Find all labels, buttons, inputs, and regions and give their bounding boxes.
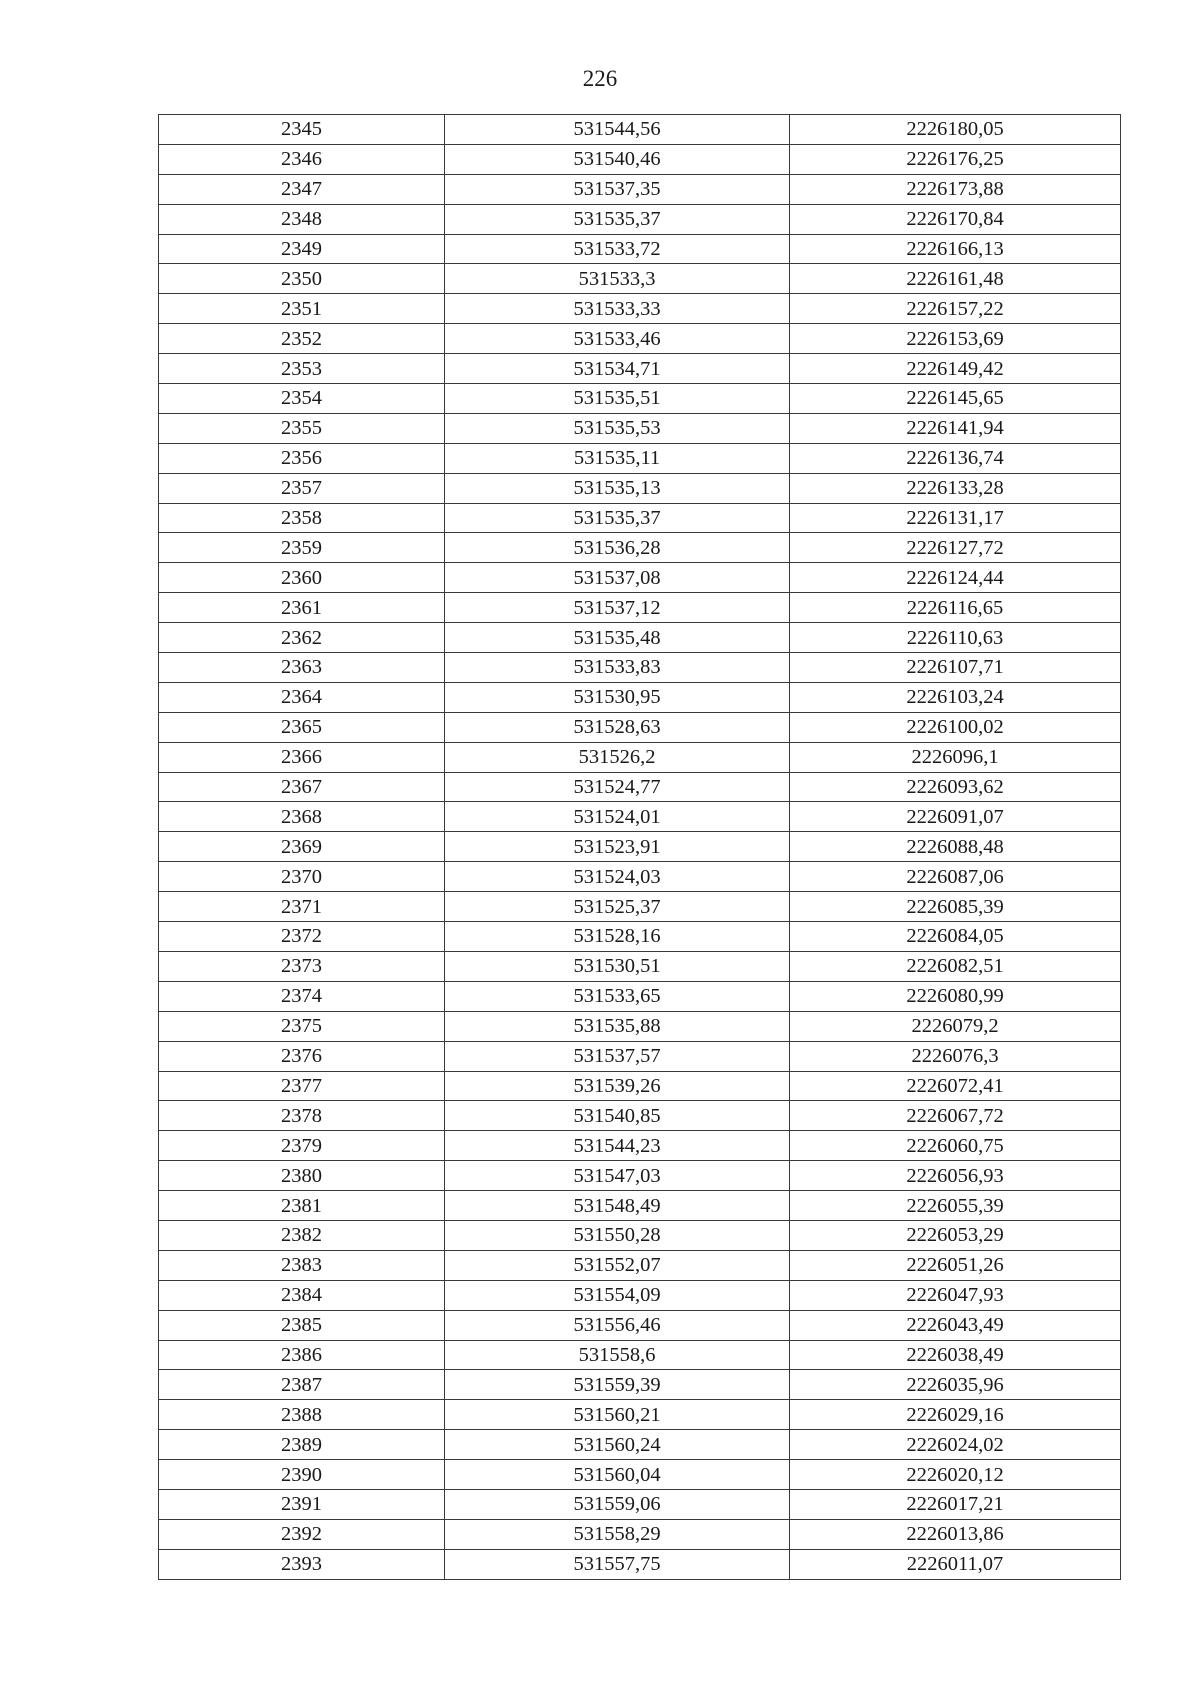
y-coordinate-cell: 2226141,94	[790, 413, 1121, 443]
point-number-cell: 2375	[159, 1011, 445, 1041]
table-row	[159, 862, 1121, 892]
point-number-cell: 2359	[159, 533, 445, 563]
y-coordinate-cell: 2226055,39	[790, 1191, 1121, 1221]
point-number-cell: 2389	[159, 1430, 445, 1460]
table-row	[159, 1400, 1121, 1430]
x-coordinate-cell: 531560,21	[445, 1400, 790, 1430]
y-coordinate-cell: 2226020,12	[790, 1460, 1121, 1490]
y-coordinate-cell: 2226038,49	[790, 1340, 1121, 1370]
x-coordinate-cell: 531552,07	[445, 1250, 790, 1280]
x-coordinate-cell: 531525,37	[445, 892, 790, 922]
y-coordinate-cell: 2226056,93	[790, 1161, 1121, 1191]
y-coordinate-cell: 2226080,99	[790, 981, 1121, 1011]
point-number-cell: 2353	[159, 354, 445, 384]
y-coordinate-cell: 2226173,88	[790, 174, 1121, 204]
x-coordinate-cell: 531535,51	[445, 384, 790, 414]
point-number-cell: 2378	[159, 1101, 445, 1131]
x-coordinate-cell: 531535,11	[445, 443, 790, 473]
x-coordinate-cell: 531558,29	[445, 1519, 790, 1549]
point-number-cell: 2350	[159, 264, 445, 294]
table-row	[159, 413, 1121, 443]
point-number-cell: 2379	[159, 1131, 445, 1161]
table-row	[159, 653, 1121, 683]
x-coordinate-cell: 531524,03	[445, 862, 790, 892]
table-row	[159, 1549, 1121, 1579]
point-number-cell: 2363	[159, 653, 445, 683]
point-number-cell: 2358	[159, 503, 445, 533]
x-coordinate-cell: 531533,33	[445, 294, 790, 324]
y-coordinate-cell: 2226043,49	[790, 1310, 1121, 1340]
table-row	[159, 593, 1121, 623]
point-number-cell: 2392	[159, 1519, 445, 1549]
y-coordinate-cell: 2226145,65	[790, 384, 1121, 414]
y-coordinate-cell: 2226082,51	[790, 951, 1121, 981]
table-row	[159, 922, 1121, 952]
x-coordinate-cell: 531535,37	[445, 503, 790, 533]
table-row	[159, 234, 1121, 264]
x-coordinate-cell: 531528,63	[445, 712, 790, 742]
point-number-cell: 2391	[159, 1489, 445, 1519]
y-coordinate-cell: 2226024,02	[790, 1430, 1121, 1460]
y-coordinate-cell: 2226053,29	[790, 1220, 1121, 1250]
x-coordinate-cell: 531548,49	[445, 1191, 790, 1221]
y-coordinate-cell: 2226176,25	[790, 144, 1121, 174]
point-number-cell: 2388	[159, 1400, 445, 1430]
x-coordinate-cell: 531537,12	[445, 593, 790, 623]
x-coordinate-cell: 531537,57	[445, 1041, 790, 1071]
y-coordinate-cell: 2226079,2	[790, 1011, 1121, 1041]
y-coordinate-cell: 2226170,84	[790, 204, 1121, 234]
y-coordinate-cell: 2226084,05	[790, 922, 1121, 952]
y-coordinate-cell: 2226103,24	[790, 682, 1121, 712]
y-coordinate-cell: 2226107,71	[790, 653, 1121, 683]
y-coordinate-cell: 2226076,3	[790, 1041, 1121, 1071]
x-coordinate-cell: 531526,2	[445, 742, 790, 772]
point-number-cell: 2349	[159, 234, 445, 264]
y-coordinate-cell: 2226136,74	[790, 443, 1121, 473]
x-coordinate-cell: 531528,16	[445, 922, 790, 952]
x-coordinate-cell: 531540,46	[445, 144, 790, 174]
table-row	[159, 1250, 1121, 1280]
point-number-cell: 2368	[159, 802, 445, 832]
point-number-cell: 2387	[159, 1370, 445, 1400]
y-coordinate-cell: 2226149,42	[790, 354, 1121, 384]
point-number-cell: 2382	[159, 1220, 445, 1250]
x-coordinate-cell: 531550,28	[445, 1220, 790, 1250]
y-coordinate-cell: 2226166,13	[790, 234, 1121, 264]
point-number-cell: 2373	[159, 951, 445, 981]
table-row	[159, 1340, 1121, 1370]
point-number-cell: 2370	[159, 862, 445, 892]
x-coordinate-cell: 531535,88	[445, 1011, 790, 1041]
table-row	[159, 174, 1121, 204]
y-coordinate-cell: 2226133,28	[790, 473, 1121, 503]
table-row	[159, 802, 1121, 832]
point-number-cell: 2380	[159, 1161, 445, 1191]
x-coordinate-cell: 531533,83	[445, 653, 790, 683]
table-row	[159, 1191, 1121, 1221]
y-coordinate-cell: 2226072,41	[790, 1071, 1121, 1101]
x-coordinate-cell: 531540,85	[445, 1101, 790, 1131]
table-row	[159, 144, 1121, 174]
x-coordinate-cell: 531533,72	[445, 234, 790, 264]
y-coordinate-cell: 2226091,07	[790, 802, 1121, 832]
x-coordinate-cell: 531560,24	[445, 1430, 790, 1460]
table-row	[159, 443, 1121, 473]
point-number-cell: 2374	[159, 981, 445, 1011]
point-number-cell: 2364	[159, 682, 445, 712]
y-coordinate-cell: 2226110,63	[790, 623, 1121, 653]
point-number-cell: 2385	[159, 1310, 445, 1340]
x-coordinate-cell: 531535,13	[445, 473, 790, 503]
table-row	[159, 1280, 1121, 1310]
y-coordinate-cell: 2226093,62	[790, 772, 1121, 802]
y-coordinate-cell: 2226087,06	[790, 862, 1121, 892]
y-coordinate-cell: 2226035,96	[790, 1370, 1121, 1400]
x-coordinate-cell: 531535,37	[445, 204, 790, 234]
point-number-cell: 2346	[159, 144, 445, 174]
point-number-cell: 2362	[159, 623, 445, 653]
x-coordinate-cell: 531537,35	[445, 174, 790, 204]
x-coordinate-cell: 531544,56	[445, 115, 790, 145]
table-row	[159, 533, 1121, 563]
y-coordinate-cell: 2226017,21	[790, 1489, 1121, 1519]
y-coordinate-cell: 2226088,48	[790, 832, 1121, 862]
point-number-cell: 2381	[159, 1191, 445, 1221]
point-number-cell: 2348	[159, 204, 445, 234]
y-coordinate-cell: 2226127,72	[790, 533, 1121, 563]
point-number-cell: 2355	[159, 413, 445, 443]
table-row	[159, 324, 1121, 354]
table-row	[159, 951, 1121, 981]
table-row	[159, 354, 1121, 384]
point-number-cell: 2356	[159, 443, 445, 473]
x-coordinate-cell: 531530,51	[445, 951, 790, 981]
x-coordinate-cell: 531533,46	[445, 324, 790, 354]
table-row	[159, 1161, 1121, 1191]
y-coordinate-cell: 2226085,39	[790, 892, 1121, 922]
point-number-cell: 2360	[159, 563, 445, 593]
x-coordinate-cell: 531539,26	[445, 1071, 790, 1101]
table-row	[159, 1460, 1121, 1490]
table-row	[159, 1101, 1121, 1131]
table-row	[159, 682, 1121, 712]
point-number-cell: 2372	[159, 922, 445, 952]
table-row	[159, 1430, 1121, 1460]
table-row	[159, 264, 1121, 294]
x-coordinate-cell: 531536,28	[445, 533, 790, 563]
point-number-cell: 2354	[159, 384, 445, 414]
point-number-cell: 2365	[159, 712, 445, 742]
x-coordinate-cell: 531523,91	[445, 832, 790, 862]
y-coordinate-cell: 2226180,05	[790, 115, 1121, 145]
x-coordinate-cell: 531524,01	[445, 802, 790, 832]
y-coordinate-cell: 2226011,07	[790, 1549, 1121, 1579]
point-number-cell: 2383	[159, 1250, 445, 1280]
table-row	[159, 473, 1121, 503]
x-coordinate-cell: 531537,08	[445, 563, 790, 593]
table-row	[159, 1489, 1121, 1519]
x-coordinate-cell: 531530,95	[445, 682, 790, 712]
x-coordinate-cell: 531535,48	[445, 623, 790, 653]
y-coordinate-cell: 2226013,86	[790, 1519, 1121, 1549]
point-number-cell: 2351	[159, 294, 445, 324]
table-row	[159, 1220, 1121, 1250]
table-row	[159, 1370, 1121, 1400]
page-number: 226	[582, 66, 618, 91]
x-coordinate-cell: 531524,77	[445, 772, 790, 802]
table-row	[159, 1071, 1121, 1101]
table-row	[159, 1131, 1121, 1161]
x-coordinate-cell: 531556,46	[445, 1310, 790, 1340]
table-row	[159, 1519, 1121, 1549]
table-row	[159, 1041, 1121, 1071]
point-number-cell: 2376	[159, 1041, 445, 1071]
x-coordinate-cell: 531558,6	[445, 1340, 790, 1370]
y-coordinate-cell: 2226153,69	[790, 324, 1121, 354]
table-row	[159, 503, 1121, 533]
x-coordinate-cell: 531533,3	[445, 264, 790, 294]
table-row	[159, 892, 1121, 922]
x-coordinate-cell: 531535,53	[445, 413, 790, 443]
point-number-cell: 2390	[159, 1460, 445, 1490]
table-row	[159, 772, 1121, 802]
point-number-cell: 2366	[159, 742, 445, 772]
x-coordinate-cell: 531559,39	[445, 1370, 790, 1400]
point-number-cell: 2352	[159, 324, 445, 354]
x-coordinate-cell: 531533,65	[445, 981, 790, 1011]
point-number-cell: 2369	[159, 832, 445, 862]
table-row	[159, 742, 1121, 772]
point-number-cell: 2345	[159, 115, 445, 145]
table-row	[159, 294, 1121, 324]
y-coordinate-cell: 2226116,65	[790, 593, 1121, 623]
table-row	[159, 832, 1121, 862]
point-number-cell: 2361	[159, 593, 445, 623]
table-row	[159, 623, 1121, 653]
y-coordinate-cell: 2226124,44	[790, 563, 1121, 593]
y-coordinate-cell: 2226029,16	[790, 1400, 1121, 1430]
table-row	[159, 712, 1121, 742]
x-coordinate-cell: 531547,03	[445, 1161, 790, 1191]
point-number-cell: 2377	[159, 1071, 445, 1101]
point-number-cell: 2367	[159, 772, 445, 802]
point-number-cell: 2386	[159, 1340, 445, 1370]
point-number-cell: 2384	[159, 1280, 445, 1310]
y-coordinate-cell: 2226100,02	[790, 712, 1121, 742]
y-coordinate-cell: 2226047,93	[790, 1280, 1121, 1310]
point-number-cell: 2371	[159, 892, 445, 922]
point-number-cell: 2357	[159, 473, 445, 503]
y-coordinate-cell: 2226157,22	[790, 294, 1121, 324]
x-coordinate-cell: 531544,23	[445, 1131, 790, 1161]
y-coordinate-cell: 2226096,1	[790, 742, 1121, 772]
table-row	[159, 1310, 1121, 1340]
coordinates-table	[158, 114, 1121, 1580]
y-coordinate-cell: 2226067,72	[790, 1101, 1121, 1131]
table-row	[159, 1011, 1121, 1041]
x-coordinate-cell: 531554,09	[445, 1280, 790, 1310]
table-row	[159, 981, 1121, 1011]
table-row	[159, 384, 1121, 414]
y-coordinate-cell: 2226131,17	[790, 503, 1121, 533]
table-row	[159, 204, 1121, 234]
x-coordinate-cell: 531557,75	[445, 1549, 790, 1579]
table-row	[159, 115, 1121, 145]
coordinates-table-body	[159, 115, 1121, 1580]
point-number-cell: 2393	[159, 1549, 445, 1579]
point-number-cell: 2347	[159, 174, 445, 204]
x-coordinate-cell: 531534,71	[445, 354, 790, 384]
x-coordinate-cell: 531559,06	[445, 1489, 790, 1519]
x-coordinate-cell: 531560,04	[445, 1460, 790, 1490]
table-row	[159, 563, 1121, 593]
y-coordinate-cell: 2226051,26	[790, 1250, 1121, 1280]
y-coordinate-cell: 2226060,75	[790, 1131, 1121, 1161]
y-coordinate-cell: 2226161,48	[790, 264, 1121, 294]
